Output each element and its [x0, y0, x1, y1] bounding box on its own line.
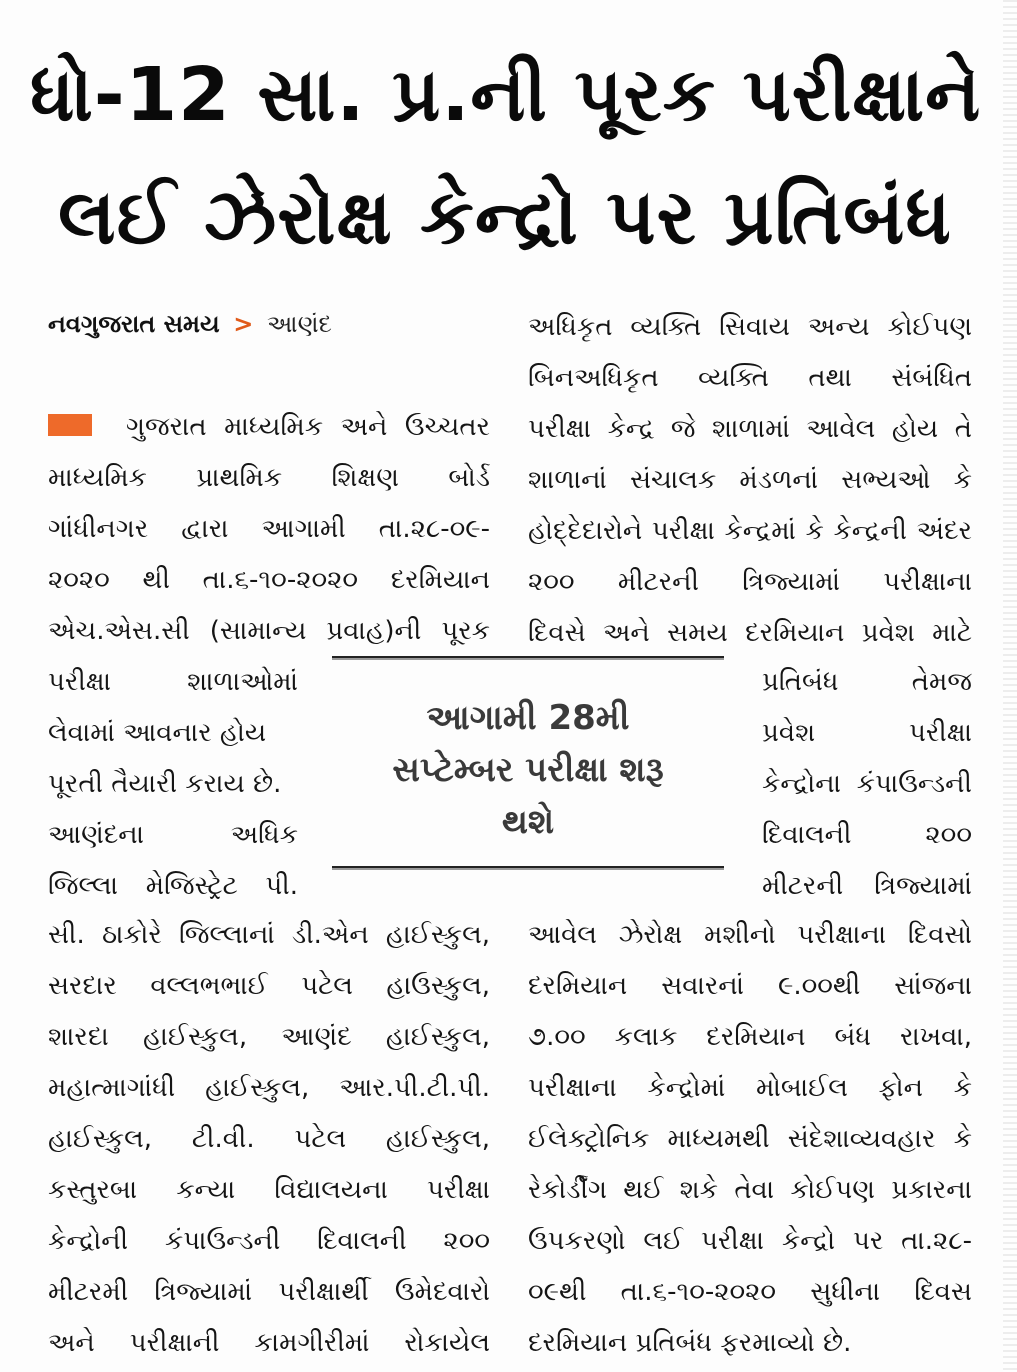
pull-quote-text	[332, 692, 724, 848]
body-line: મીટરમી ત્રિજ્યામાં પરીક્ષાર્થી ઉમેદવારો	[48, 1277, 490, 1307]
body-line: મહાત્માગાંધી હાઈસ્કુલ, આર.પી.ટી.પી.	[48, 1073, 490, 1103]
body-line: ગુજરાત માધ્યમિક અને ઉચ્ચતર	[48, 402, 490, 453]
body-line: દિવાલની ૨૦૦	[762, 820, 972, 850]
body-line: પ્રતિબંધ તેમજ	[762, 667, 972, 697]
body-line: કેન્દ્રોની કંપાઉન્ડની દિવાલની ૨૦૦	[48, 1226, 490, 1256]
body-line: દરમિયાન સવારનાં ૯.૦૦થી સાંજના	[528, 971, 972, 1001]
right-column-top	[528, 302, 972, 659]
body-line: ૨૦૦ મીટરની ત્રિજ્યામાં પરીક્ષાના	[528, 567, 972, 597]
body-line: જિલ્લા મેજિસ્ટ્રેટ પી.	[48, 871, 298, 901]
byline	[48, 304, 332, 344]
body-line: અધિકૃત વ્યક્તિ સિવાય અન્ય કોઈપણ	[528, 312, 972, 342]
byline-place: આણંદ	[267, 310, 332, 338]
pull-quote-line: સપ્ટેમ્બર પરીક્ષા શરૂ	[392, 750, 664, 790]
body-line: મીટરની ત્રિજ્યામાં	[762, 871, 972, 901]
right-column-mid	[762, 657, 972, 912]
body-line: શાળાનાં સંચાલક મંડળનાં સભ્યઓ કે	[528, 465, 972, 495]
body-line: દરમિયાન પ્રતિબંધ ફરમાવ્યો છે.	[528, 1328, 852, 1358]
headline-line-1: ધો-12 સા. પ્ર.ની પૂરક પરીક્ષાને	[30, 52, 982, 138]
left-column-mid	[48, 657, 298, 912]
pull-quote	[332, 656, 724, 874]
body-line: ૭.૦૦ કલાક દરમિયાન બંધ રાખવા,	[528, 1022, 972, 1052]
body-line: ગાંધીનગર દ્વારા આગામી તા.૨૮-૦૯-	[48, 514, 490, 544]
body-line: પ્રવેશ પરીક્ષા	[762, 718, 972, 748]
body-line: કસ્તુરબા કન્યા વિદ્યાલયના પરીક્ષા	[48, 1175, 490, 1205]
body-line: બિનઅધિકૃત વ્યક્તિ તથા સંબંધિત	[528, 363, 972, 393]
body-line: એચ.એસ.સી (સામાન્ય પ્રવાહ)ની પૂરક	[48, 616, 490, 646]
body-line: રેકોર્ડીંગ થઈ શકે તેવા કોઈપણ પ્રકારના	[528, 1175, 972, 1205]
article-start-marker	[48, 414, 92, 436]
pull-quote-bottom-rule	[332, 866, 724, 870]
body-line: માધ્યમિક પ્રાથમિક શિક્ષણ બોર્ડ	[48, 463, 490, 493]
body-line: આવેલ ઝેરોક્ષ મશીનો પરીક્ષાના દિવસો	[528, 920, 972, 950]
body-line: પૂરતી તૈયારી કરાય છે.	[48, 769, 282, 799]
body-line: લેવામાં આવનાર હોય	[48, 718, 267, 748]
body-line: શારદા હાઈસ્કુલ, આણંદ હાઈસ્કુલ,	[48, 1022, 490, 1052]
body-line: સી. ઠાકોરે જિલ્લાનાં ડી.એન હાઈસ્કુલ,	[48, 920, 490, 950]
right-column-bottom	[528, 910, 972, 1369]
pull-quote-top-rule	[332, 656, 724, 660]
body-line: પરીક્ષા શાળાઓમાં	[48, 667, 298, 697]
body-line: પરીક્ષાના કેન્દ્રોમાં મોબાઈલ ફોન કે	[528, 1073, 972, 1103]
headline-line-2: લઈ ઝેરોક્ષ કેન્દ્રો પર પ્રતિબંધ	[58, 172, 952, 261]
body-line: ઉપકરણો લઈ પરીક્ષા કેન્દ્રો પર તા.૨૮-	[528, 1226, 972, 1256]
left-column-bottom	[48, 910, 490, 1369]
body-line: ૦૯થી તા.૬-૧૦-૨૦૨૦ સુધીના દિવસ	[528, 1277, 972, 1307]
page-edge-texture	[1003, 0, 1017, 1372]
body-line: આણંદના અધિક	[48, 820, 298, 850]
byline-separator: >	[233, 310, 254, 338]
pull-quote-line: થશે	[501, 802, 555, 842]
body-line: સરદાર વલ્લભભાઈ પટેલ હાઉસ્કુલ,	[48, 971, 490, 1001]
pull-quote-line: આગામી 28મી	[426, 698, 630, 738]
body-line: અને પરીક્ષાની કામગીરીમાં રોકાયેલ	[48, 1328, 490, 1358]
left-column-top	[48, 402, 490, 657]
body-line: ઈલેક્ટ્રોનિક માધ્યમથી સંદેશાવ્યવહાર કે	[528, 1124, 972, 1154]
body-line: હાઈસ્કુલ, ટી.વી. પટેલ હાઈસ્કુલ,	[48, 1124, 490, 1154]
body-line: હોદ્દેદારોને પરીક્ષા કેન્દ્રમાં કે કેન્દ્રની અંદર	[528, 516, 972, 546]
body-line: કેન્દ્રોના કંપાઉન્ડની	[762, 769, 972, 799]
byline-paper-name: નવગુજરાત સમય	[48, 310, 220, 338]
body-line: દિવસે અને સમય દરમિયાન પ્રવેશ માટે	[528, 618, 972, 648]
body-line: પરીક્ષા કેન્દ્ર જે શાળામાં આવેલ હોય તે	[528, 414, 972, 444]
body-line: ૨૦૨૦ થી તા.૬-૧૦-૨૦૨૦ દરમિયાન	[48, 565, 490, 595]
